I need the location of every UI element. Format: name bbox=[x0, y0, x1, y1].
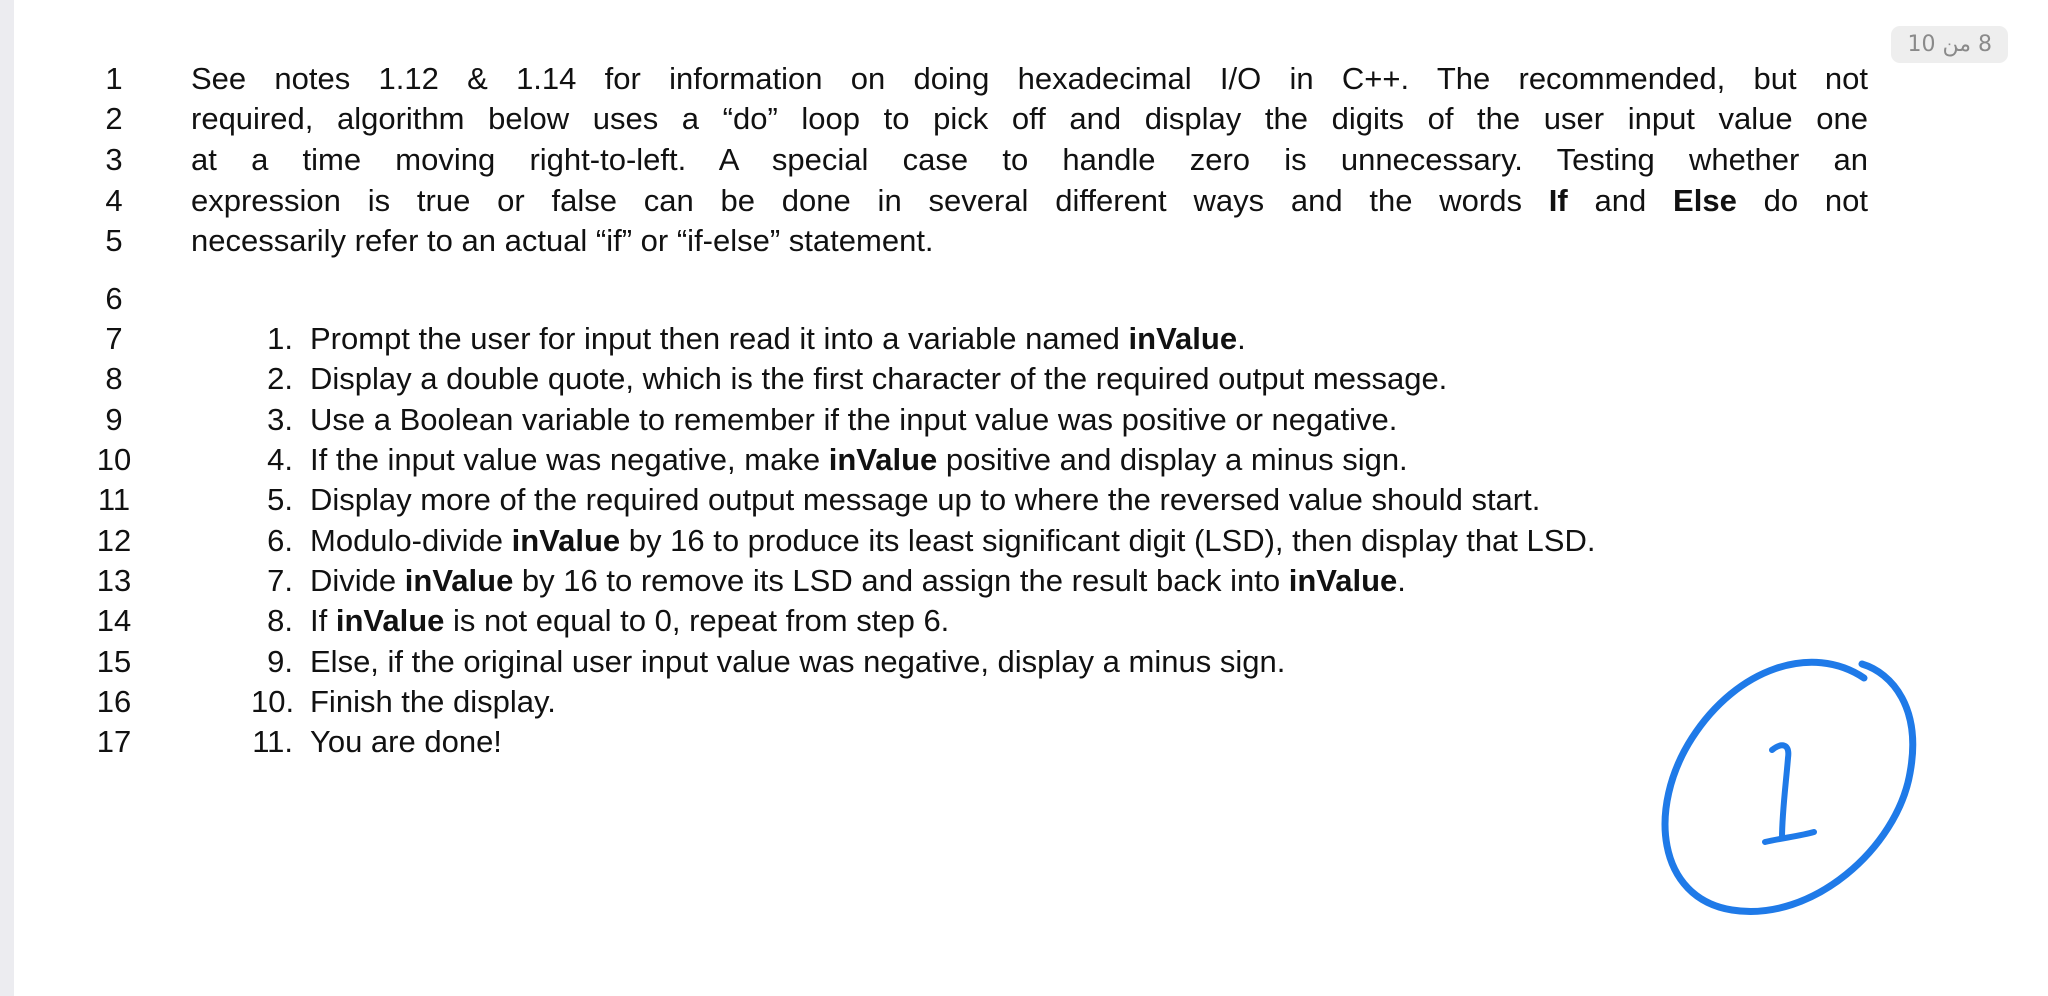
line-number: 12 bbox=[96, 522, 132, 558]
step-text bbox=[310, 642, 1285, 682]
step-number: 5. bbox=[267, 482, 293, 518]
bold-keyword-else: Else bbox=[1673, 183, 1737, 218]
bold-variable: inValue bbox=[1288, 562, 1398, 598]
text-run: by 16 to produce its least significant digit (LSD), then display that LSD. bbox=[620, 522, 1596, 558]
text-run: Display more of the required output message up to where the reversed value should start. bbox=[310, 482, 1541, 518]
bold-variable: inValue bbox=[404, 562, 514, 598]
document-page bbox=[14, 0, 2048, 996]
text-run: . bbox=[1397, 562, 1406, 598]
step-text bbox=[310, 480, 1540, 520]
line-number: 6 bbox=[105, 281, 123, 316]
line-number: 2 bbox=[105, 101, 123, 136]
step-text bbox=[310, 601, 949, 641]
text-run: If bbox=[310, 603, 336, 639]
page-indicator: 8 من 10 bbox=[1891, 26, 2008, 63]
paragraph-text bbox=[191, 181, 1868, 221]
text-run: Modulo-divide bbox=[310, 522, 512, 558]
text-run: Else, if the original user input value was negative, display a minus sign. bbox=[310, 643, 1286, 679]
step-number: 10. bbox=[251, 683, 295, 719]
text-run: is not equal to 0, repeat from step 6. bbox=[444, 603, 950, 639]
line-number: 8 bbox=[105, 361, 123, 397]
line-number: 17 bbox=[96, 724, 132, 760]
handwritten-digit-one bbox=[1765, 745, 1814, 842]
line-number: 7 bbox=[105, 321, 123, 356]
line-number: 4 bbox=[105, 183, 123, 218]
step-text bbox=[310, 359, 1447, 399]
bold-variable: inValue bbox=[335, 603, 445, 639]
text-run: positive and display a minus sign. bbox=[937, 441, 1408, 477]
step-number: 4. bbox=[267, 441, 293, 477]
step-text bbox=[310, 521, 1595, 561]
text-run: do not bbox=[1736, 183, 1868, 218]
step-text bbox=[310, 319, 1246, 359]
line-number: 11 bbox=[97, 482, 131, 518]
bold-variable: inValue bbox=[511, 522, 621, 558]
text-run: Use a Boolean variable to remember if the input value was positive or negative. bbox=[310, 401, 1398, 437]
step-text bbox=[310, 561, 1406, 601]
circle-stroke bbox=[1665, 662, 1913, 911]
paragraph-text: necessarily refer to an actual “if” or “if-else” statement. bbox=[191, 223, 934, 258]
text-run: expression is true or false can be done in several different ways and the words bbox=[191, 183, 1549, 218]
text-run: . bbox=[1237, 321, 1246, 356]
step-number: 2. bbox=[267, 361, 293, 397]
text-run: Display a double quote, which is the first character of the required output message. bbox=[310, 361, 1448, 397]
step-text bbox=[310, 682, 556, 722]
step-number: 7. bbox=[267, 562, 293, 598]
line-number: 5 bbox=[105, 223, 123, 258]
line-number: 16 bbox=[96, 683, 132, 719]
text-run: Divide bbox=[310, 562, 405, 598]
step-number: 11. bbox=[252, 724, 293, 760]
line-number: 13 bbox=[96, 562, 132, 598]
text-run: Finish the display. bbox=[310, 683, 556, 719]
step-number: 9. bbox=[267, 643, 293, 679]
step-text bbox=[310, 440, 1408, 480]
text-run: Prompt the user for input then read it into a variable named bbox=[310, 321, 1129, 356]
step-number: 1. bbox=[267, 321, 293, 356]
step-number: 3. bbox=[267, 401, 293, 437]
line-number: 14 bbox=[96, 603, 132, 639]
text-run: You are done! bbox=[310, 724, 502, 760]
text-run: If the input value was negative, make bbox=[310, 441, 829, 477]
step-number: 6. bbox=[267, 522, 293, 558]
step-number: 8. bbox=[267, 603, 293, 639]
line-number: 9 bbox=[105, 401, 123, 437]
line-number: 3 bbox=[105, 142, 123, 177]
line-number: 10 bbox=[96, 441, 132, 477]
bold-keyword-if: If bbox=[1548, 183, 1568, 218]
bold-variable: inValue bbox=[828, 441, 938, 477]
paragraph-text: See notes 1.12 & 1.14 for information on doing hexadecimal I/O in C++. The recommended, but not bbox=[191, 61, 1868, 96]
paragraph-text: at a time moving right-to-left. A special case to handle zero is unnecessary. Testing whether an bbox=[191, 142, 1868, 177]
line-number: 15 bbox=[96, 643, 132, 679]
handwritten-circle-annotation bbox=[1642, 648, 1932, 938]
text-run: by 16 to remove its LSD and assign the result back into bbox=[513, 562, 1289, 598]
step-text bbox=[310, 400, 1397, 440]
bold-variable: inValue bbox=[1128, 321, 1238, 356]
line-number: 1 bbox=[105, 61, 123, 96]
paragraph-text: required, algorithm below uses a “do” loop to pick off and display the digits of the user input value one bbox=[191, 101, 1868, 136]
step-text bbox=[310, 722, 502, 762]
text-run: and bbox=[1567, 183, 1674, 218]
